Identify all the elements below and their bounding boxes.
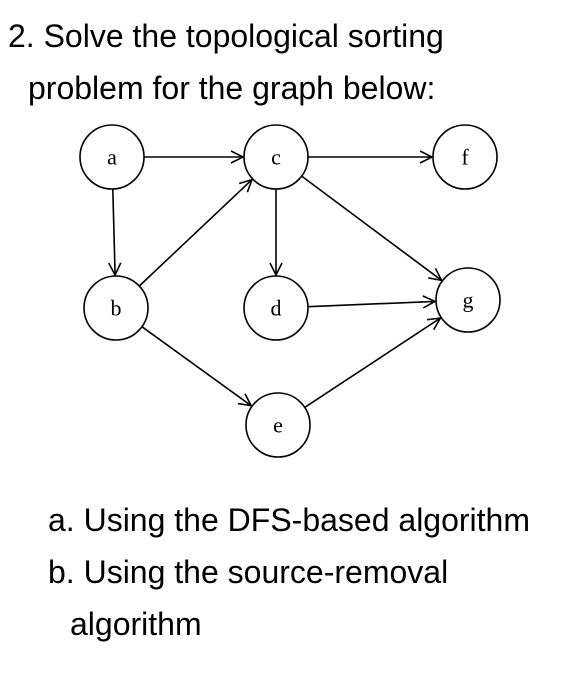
edge-a-b — [113, 189, 115, 275]
node-label-g: g — [462, 287, 474, 313]
node-e — [246, 393, 310, 457]
part-b-continuation: algorithm — [70, 606, 202, 642]
sub-questions — [48, 494, 530, 650]
node-label-c: c — [271, 144, 281, 170]
part-b-text: b. Using the source-removal — [48, 554, 449, 590]
part-a-text: a. Using the DFS-based algorithm — [48, 502, 530, 538]
node-a — [80, 125, 144, 189]
node-label-b: b — [110, 295, 122, 321]
node-label-f: f — [461, 144, 469, 170]
node-label-d: d — [270, 295, 282, 321]
node-f — [433, 125, 497, 189]
node-label-e: e — [273, 412, 283, 438]
edge-d-g — [308, 301, 435, 306]
edge-c-g — [302, 176, 442, 280]
node-label-a: a — [107, 144, 117, 170]
nodes-layer — [80, 125, 500, 457]
node-b — [84, 276, 148, 340]
node-d — [244, 276, 308, 340]
edge-e-g — [305, 318, 441, 407]
question-line-2: problem for the graph below: — [28, 70, 436, 106]
question-line-1: 2. Solve the topological sorting — [8, 18, 444, 54]
edge-b-e — [142, 327, 251, 406]
node-g — [436, 268, 500, 332]
node-c — [244, 125, 308, 189]
edge-b-c — [139, 180, 252, 286]
